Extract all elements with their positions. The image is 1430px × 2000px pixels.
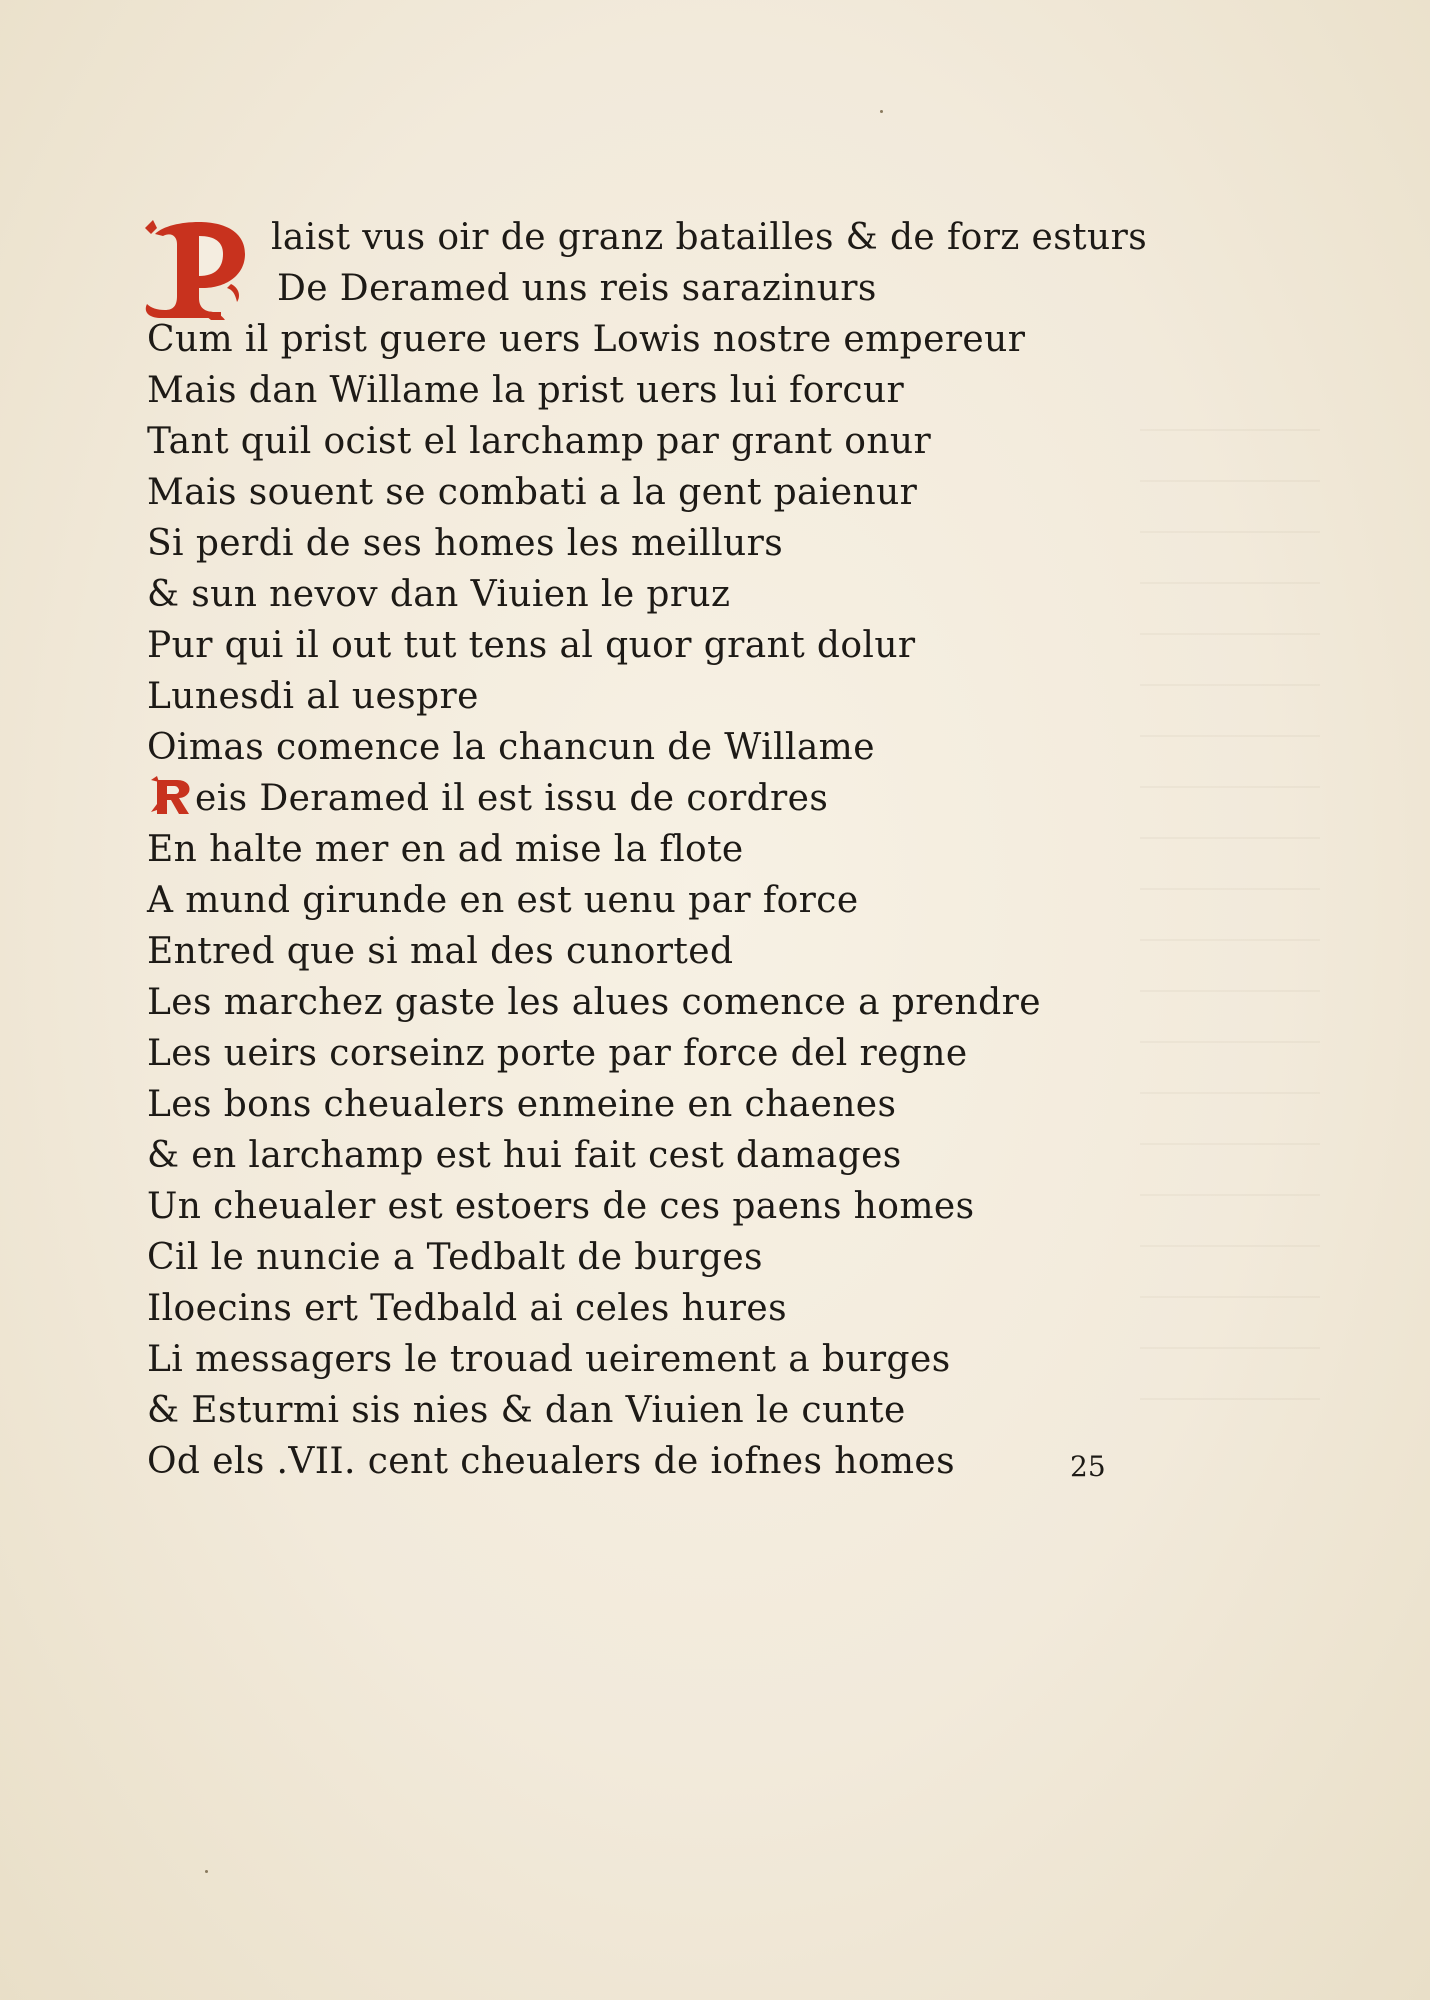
initial-r-ornament bbox=[147, 774, 193, 816]
verse-line-19: & en larchamp est hui fait cest damages bbox=[147, 1135, 902, 1176]
page-number: 25 bbox=[1070, 1450, 1106, 1483]
verse-line-14: A mund girunde en est uenu par force bbox=[147, 880, 859, 921]
verse-line-18: Les bons cheualers enmeine en chaenes bbox=[147, 1084, 897, 1125]
poem-text-block bbox=[147, 212, 1147, 1487]
verse-line-2: De Deramed uns reis sarazinurs bbox=[277, 268, 877, 309]
verse-line-13: En halte mer en ad mise la flote bbox=[147, 829, 744, 870]
verse-line-12-text: eis Deramed il est issu de cordres bbox=[195, 778, 829, 819]
verse-line-1: laist vus oir de granz batailles & de forz esturs bbox=[271, 217, 1148, 258]
show-through-texture bbox=[1140, 400, 1320, 1400]
verse-line-23: Li messagers le trouad ueirement a burges bbox=[147, 1339, 951, 1380]
verse-line-7: Si perdi de ses homes les meillurs bbox=[147, 523, 784, 564]
verse-line-10: Lunesdi al uespre bbox=[147, 676, 479, 717]
verse-line-8: & sun nevov dan Viuien le pruz bbox=[147, 574, 731, 615]
verse-line-6: Mais souent se combati a la gent paienur bbox=[147, 472, 918, 513]
verse-line-12 bbox=[147, 773, 1147, 824]
verse-line-9: Pur qui il out tut tens al quor grant dolur bbox=[147, 625, 916, 666]
verse-line-15: Entred que si mal des cunorted bbox=[147, 931, 734, 972]
verse-line-4: Mais dan Willame la prist uers lui forcur bbox=[147, 370, 905, 411]
verse-line-16: Les marchez gaste les alues comence a prendre bbox=[147, 982, 1041, 1023]
verse-line-5: Tant quil ocist el larchamp par grant onur bbox=[147, 421, 932, 462]
verse-line-17: Les ueirs corseinz porte par force del regne bbox=[147, 1033, 968, 1074]
verse-line-3: Cum il prist guere uers Lowis nostre empereur bbox=[147, 319, 1026, 360]
verse-line-21: Cil le nuncie a Tedbalt de burges bbox=[147, 1237, 763, 1278]
verse-line-25: Od els .VII. cent cheualers de iofnes homes bbox=[147, 1441, 956, 1482]
verse-line-22: Iloecins ert Tedbald ai celes hures bbox=[147, 1288, 787, 1329]
verse-line-11: Oimas comence la chancun de Willame bbox=[147, 727, 875, 768]
paper-speck bbox=[205, 1870, 208, 1873]
verse-line-24: & Esturmi sis nies & dan Viuien le cunte bbox=[147, 1390, 906, 1431]
verse-line-20: Un cheualer est estoers de ces paens homes bbox=[147, 1186, 975, 1227]
paper-speck bbox=[880, 110, 883, 113]
